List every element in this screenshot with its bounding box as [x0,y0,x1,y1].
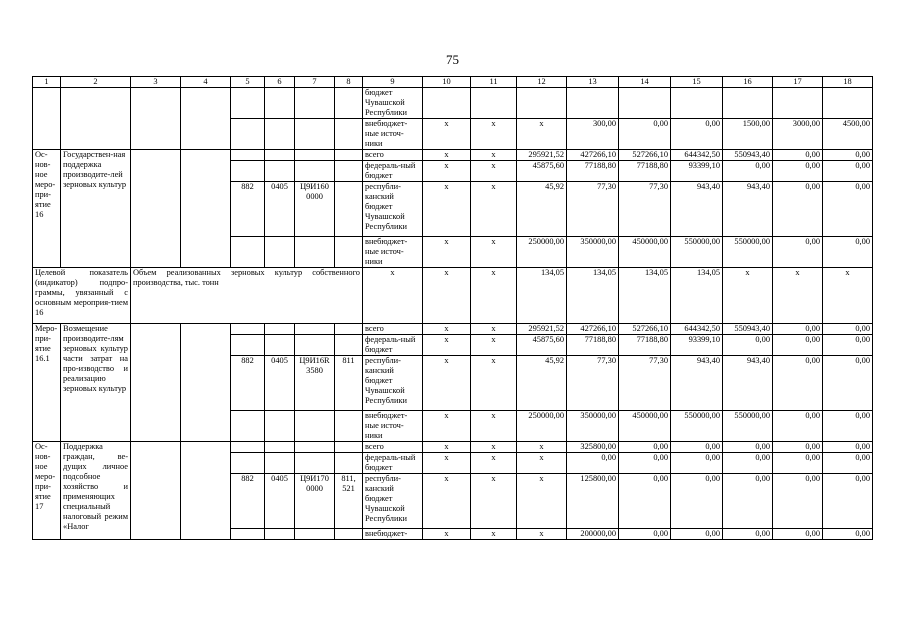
cell-c11: x [471,150,517,161]
header-cell: 6 [265,77,295,88]
cell-empty [335,529,363,540]
cell-c12: 45875,60 [517,335,567,356]
cell-empty [265,335,295,356]
cell-c12: x [517,474,567,529]
cell-c17: 3000,00 [773,119,823,150]
cell-c15: 0,00 [671,529,723,540]
cell-c18: 0,00 [823,335,873,356]
cell-c11: x [471,268,517,324]
source-name: внебюджет-ные источ-ники [363,237,423,268]
cell-c11: x [471,442,517,453]
cell-c14: 0,00 [619,442,671,453]
cell-empty [265,529,295,540]
cell-empty [335,161,363,182]
cell-c12: 250000,00 [517,411,567,442]
cell-c12: 295921,52 [517,324,567,335]
table-row [33,442,873,453]
cell-c14: 450000,00 [619,237,671,268]
header-cell: 9 [363,77,423,88]
cell-c15: 93399,10 [671,161,723,182]
cell-c18: 0,00 [823,324,873,335]
cell-c11: x [471,161,517,182]
cell-empty [335,150,363,161]
header-cell: 7 [295,77,335,88]
table-row [33,324,873,335]
cell-c17: 0,00 [773,161,823,182]
cell-c12: 45,92 [517,182,567,237]
cell-c12: 45875,60 [517,161,567,182]
event-title: Поддержка граждан, ве-дущих личное подсобное хозяйство и применяющих специальный налоговый режим «Налог [61,442,131,540]
header-cell: 5 [231,77,265,88]
cell-c14 [619,88,671,119]
cell-c16: 1500,00 [723,119,773,150]
cell-c18: 0,00 [823,453,873,474]
cell-c16: 0,00 [723,335,773,356]
cell-empty [231,119,265,150]
cell-csr: Ц9И16R 3580 [295,356,335,411]
cell-c16: 550943,40 [723,324,773,335]
cell-empty [335,119,363,150]
cell-empty [265,150,295,161]
cell-c12: x [517,442,567,453]
source-name: всего [363,324,423,335]
cell-c16: x [723,268,773,324]
cell-c12: x [517,453,567,474]
source-name: бюджет Чувашской Республики [363,88,423,119]
event-label: Меро-при-ятие 16.1 [33,324,61,442]
event-title: Возмещение производите-лям зерновых культур части затрат на про-изводство и реализацию зерновых культур [61,324,131,442]
cell-c15: 0,00 [671,453,723,474]
cell-c15: 0,00 [671,119,723,150]
header-cell: 13 [567,77,619,88]
source-name: федераль-ный бюджет [363,161,423,182]
source-name: внебюджет- [363,529,423,540]
cell-c16: 0,00 [723,453,773,474]
cell-c15: 0,00 [671,474,723,529]
header-row [33,77,873,88]
cell-c18: 4500,00 [823,119,873,150]
cell-c10: x [423,529,471,540]
cell-c17: 0,00 [773,411,823,442]
cell-gr: 882 [231,182,265,237]
cell-empty [231,161,265,182]
cell-empty [265,453,295,474]
cell-empty [131,150,181,268]
event-label: Ос-нов-ное меро-при-ятие 16 [33,150,61,268]
cell-empty [265,411,295,442]
cell-vr: 811, 521 [335,474,363,529]
table-row [33,150,873,161]
cell-c14: 0,00 [619,529,671,540]
cell-empty [295,411,335,442]
cell-c16: 550000,00 [723,237,773,268]
event-title: Государствен-ная поддержка производите-лей зерновых культур [61,150,131,268]
cell-c10: x [423,150,471,161]
cell-c16: 550943,40 [723,150,773,161]
cell-c13: 427266,10 [567,324,619,335]
indicator-label: Целевой показатель (индикатор) подпро-граммы, увязанный с основным мероприя-тием 16 [33,268,131,324]
cell-c17: 0,00 [773,529,823,540]
cell-c15 [671,88,723,119]
cell-c11: x [471,324,517,335]
cell-c11: x [471,356,517,411]
cell-c10: x [423,356,471,411]
cell-c17: 0,00 [773,182,823,237]
cell-c11: x [471,335,517,356]
cell-c18: x [823,268,873,324]
source-name: внебюджет-ные источ-ники [363,411,423,442]
cell-c10: x [423,335,471,356]
cell-c16: 0,00 [723,442,773,453]
source-name: всего [363,150,423,161]
cell-empty [295,335,335,356]
cell-c14: 134,05 [619,268,671,324]
cell-c14: 527266,10 [619,324,671,335]
cell-c18: 0,00 [823,411,873,442]
cell-c17: 0,00 [773,442,823,453]
cell-c18: 0,00 [823,237,873,268]
source-name: внебюджет-ные источ-ники [363,119,423,150]
header-cell: 12 [517,77,567,88]
cell-empty [295,88,335,119]
cell-c17: 0,00 [773,150,823,161]
cell-empty [231,150,265,161]
header-cell: 14 [619,77,671,88]
header-cell: 4 [181,77,231,88]
cell-c14: 77188,80 [619,161,671,182]
cell-empty [265,442,295,453]
cell-c12: x [517,119,567,150]
cell-c17: 0,00 [773,335,823,356]
cell-empty [265,119,295,150]
cell-empty [231,324,265,335]
cell-c11 [471,88,517,119]
cell-c12: 134,05 [517,268,567,324]
cell-c18: 0,00 [823,182,873,237]
cell-empty [181,442,231,540]
cell-c18: 0,00 [823,529,873,540]
cell-rz: 0405 [265,356,295,411]
cell-c12: x [517,529,567,540]
cell-c13: 300,00 [567,119,619,150]
cell-empty [231,453,265,474]
source-name: федераль-ный бюджет [363,335,423,356]
source-name: республи-канский бюджет Чувашской Республики [363,182,423,237]
cell-c14: 527266,10 [619,150,671,161]
cell-empty [231,237,265,268]
cell-c13: 350000,00 [567,237,619,268]
cell-c13: 325800,00 [567,442,619,453]
cell-c10 [423,88,471,119]
cell-c17: x [773,268,823,324]
cell-c11: x [471,119,517,150]
cell-c15: 134,05 [671,268,723,324]
cell-c13: 427266,10 [567,150,619,161]
cell-c12: 295921,52 [517,150,567,161]
header-cell: 1 [33,77,61,88]
cell-c12: 45,92 [517,356,567,411]
cell-c12 [517,88,567,119]
cell-c13: 77,30 [567,356,619,411]
cell-c15: 550000,00 [671,411,723,442]
indicator-text: Объем реализованных зерновых культур собственного производства, тыс. тонн [131,268,363,324]
source-name: всего [363,442,423,453]
cell-empty [335,88,363,119]
cell-c15: 644342,50 [671,324,723,335]
table-row [33,88,873,119]
cell-empty [265,88,295,119]
cell-empty [295,119,335,150]
cell-c13: 134,05 [567,268,619,324]
cell-c14: 0,00 [619,474,671,529]
cell-c16: 943,40 [723,356,773,411]
cell-c16: 0,00 [723,161,773,182]
cell-empty [61,88,131,150]
cell-c13: 125800,00 [567,474,619,529]
cell-c14: 77,30 [619,356,671,411]
cell-gr: 882 [231,356,265,411]
cell-c17 [773,88,823,119]
cell-c16: 0,00 [723,529,773,540]
cell-empty [131,324,181,442]
cell-c18: 0,00 [823,356,873,411]
cell-c15: 93399,10 [671,335,723,356]
cell-empty [231,529,265,540]
cell-c11: x [471,237,517,268]
cell-empty [295,324,335,335]
cell-c10: x [423,442,471,453]
cell-empty [231,442,265,453]
cell-c15: 943,40 [671,356,723,411]
source-name: федераль-ный бюджет [363,453,423,474]
cell-empty [231,411,265,442]
cell-c13: 350000,00 [567,411,619,442]
cell-empty [265,324,295,335]
cell-empty [131,442,181,540]
header-cell: 3 [131,77,181,88]
cell-c11: x [471,453,517,474]
cell-vr: 811 [335,356,363,411]
cell-c17: 0,00 [773,356,823,411]
cell-empty [33,88,61,150]
cell-c17: 0,00 [773,453,823,474]
cell-vr [335,182,363,237]
cell-c10: x [423,268,471,324]
cell-c18: 0,00 [823,150,873,161]
cell-c17: 0,00 [773,237,823,268]
cell-c17: 0,00 [773,474,823,529]
cell-c11: x [471,411,517,442]
cell-c9: x [363,268,423,324]
cell-c14: 0,00 [619,453,671,474]
cell-c12: 250000,00 [517,237,567,268]
cell-c14: 77,30 [619,182,671,237]
cell-c18: 0,00 [823,442,873,453]
source-name: республи-канский бюджет Чувашской Республики [363,474,423,529]
cell-c15: 550000,00 [671,237,723,268]
header-cell: 10 [423,77,471,88]
cell-c14: 0,00 [619,119,671,150]
cell-gr: 882 [231,474,265,529]
cell-empty [131,88,181,150]
cell-c10: x [423,474,471,529]
cell-c18 [823,88,873,119]
source-name: республи-канский бюджет Чувашской Республики [363,356,423,411]
cell-empty [231,335,265,356]
cell-empty [335,453,363,474]
cell-empty [181,88,231,150]
cell-c13: 77188,80 [567,161,619,182]
cell-c10: x [423,119,471,150]
cell-empty [335,237,363,268]
budget-table [32,76,873,540]
cell-empty [335,442,363,453]
cell-c10: x [423,453,471,474]
cell-empty [295,442,335,453]
header-cell: 2 [61,77,131,88]
cell-c18: 0,00 [823,161,873,182]
indicator-row [33,268,873,324]
cell-c13: 77188,80 [567,335,619,356]
cell-empty [335,324,363,335]
header-cell: 11 [471,77,517,88]
cell-c11: x [471,474,517,529]
cell-c10: x [423,161,471,182]
cell-c13: 77,30 [567,182,619,237]
header-cell: 15 [671,77,723,88]
cell-empty [295,453,335,474]
cell-empty [231,88,265,119]
cell-empty [335,411,363,442]
cell-c10: x [423,237,471,268]
cell-c11: x [471,529,517,540]
cell-empty [335,335,363,356]
cell-c15: 0,00 [671,442,723,453]
cell-c13: 0,00 [567,453,619,474]
cell-c16: 550000,00 [723,411,773,442]
cell-c16 [723,88,773,119]
cell-c13 [567,88,619,119]
cell-csr: Ц9И160 0000 [295,182,335,237]
cell-c16: 0,00 [723,474,773,529]
page-number: 75 [446,52,459,67]
header-cell: 16 [723,77,773,88]
cell-empty [265,237,295,268]
cell-empty [295,529,335,540]
cell-rz: 0405 [265,474,295,529]
cell-c13: 200000,00 [567,529,619,540]
cell-c10: x [423,411,471,442]
cell-empty [295,237,335,268]
cell-c15: 644342,50 [671,150,723,161]
cell-c11: x [471,182,517,237]
cell-c17: 0,00 [773,324,823,335]
cell-empty [181,150,231,268]
cell-c18: 0,00 [823,474,873,529]
event-label: Ос-нов-ное меро-при-ятие 17 [33,442,61,540]
cell-c14: 450000,00 [619,411,671,442]
header-cell: 8 [335,77,363,88]
cell-empty [295,161,335,182]
cell-c10: x [423,324,471,335]
cell-csr: Ц9И170 0000 [295,474,335,529]
cell-empty [265,161,295,182]
cell-empty [181,324,231,442]
cell-c14: 77188,80 [619,335,671,356]
cell-c10: x [423,182,471,237]
header-cell: 17 [773,77,823,88]
cell-c16: 943,40 [723,182,773,237]
header-cell: 18 [823,77,873,88]
cell-c15: 943,40 [671,182,723,237]
cell-rz: 0405 [265,182,295,237]
cell-empty [295,150,335,161]
